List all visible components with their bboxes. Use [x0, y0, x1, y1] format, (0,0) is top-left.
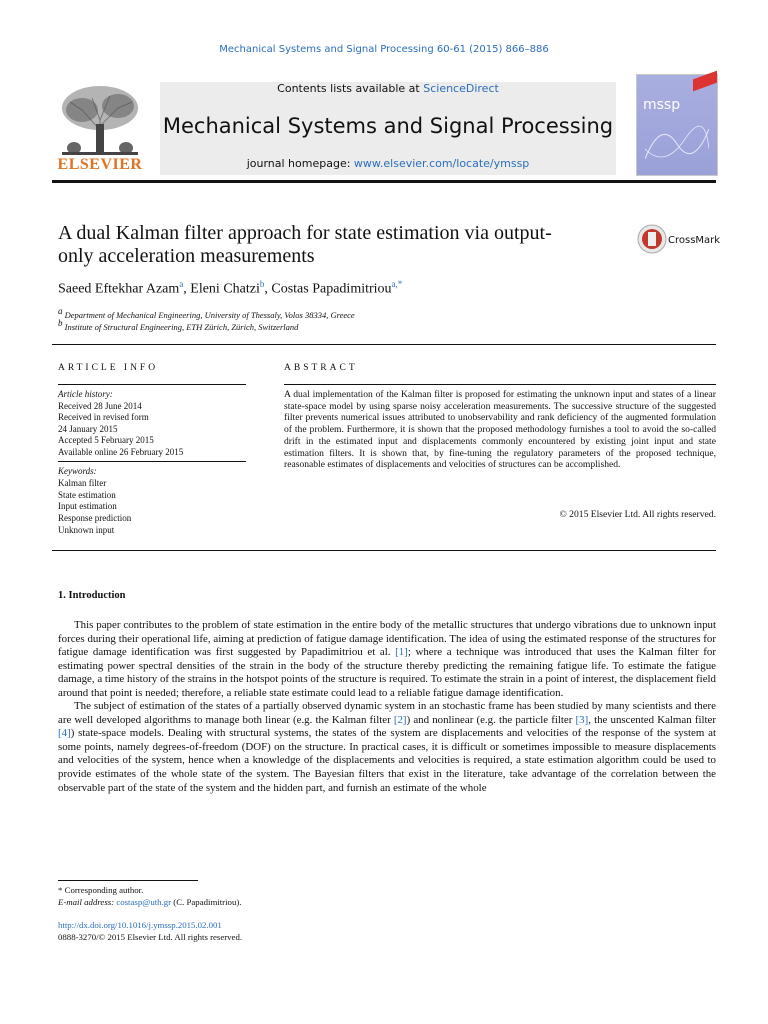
keywords-label: Keywords:: [58, 466, 97, 476]
email-suffix: (C. Papadimitriou).: [171, 897, 242, 907]
cover-badge: [693, 71, 717, 92]
section-rule: [52, 344, 716, 345]
contents-prefix: Contents lists available at: [277, 82, 424, 95]
paragraph-text: This paper contributes to the problem of state estimation in the entire body of the metallic structures that undergo vibrations due to unknown input forces during their operational life, aiming at prediction of fatigue damage identification. The idea of using the estimated response of the structures for fatigue damage identification was first suggested by Papadimitriou et al.: [58, 619, 716, 659]
journal-reference-link[interactable]: Mechanical Systems and Signal Processing 60-61 (2015) 866–886: [219, 44, 549, 55]
doi-link[interactable]: http://dx.doi.org/10.1016/j.ymssp.2015.02.001: [58, 920, 222, 930]
journal-title: Mechanical Systems and Signal Processing: [162, 114, 614, 138]
elsevier-wordmark: ELSEVIER: [57, 156, 143, 173]
contents-line: [160, 82, 616, 95]
paragraph-text: , the unscented Kalman filter: [588, 713, 716, 726]
keyword-item: State estimation: [58, 489, 116, 500]
cover-title: mssp: [643, 97, 681, 113]
abstract-bottom-rule: [52, 550, 716, 551]
citation-link[interactable]: [1]: [395, 646, 408, 659]
abstract-copyright: © 2015 Elsevier Ltd. All rights reserved.: [559, 509, 716, 520]
abstract-text: A dual implementation of the Kalman filter is proposed for estimating the unknown input and states of a linear state-space model by using sparse noisy acceleration measurements. The successive structure of the suggested filter prevents numerical issues attributed to unobservability and rank deficiency of the augmented formulation of the problem. Furthermore, it is shown that the proposed methodology furnishes a tool to avoid the so-called drift in the estimated input and displacements commonly encountered by existing joint input and state estimation filters. It is shown that, by fine-tuning the regulatory parameters of the proposed technique, reasonable estimates of displacements and velocities of structures can be accomplished.: [284, 389, 716, 471]
header-rule: [52, 180, 716, 183]
affiliation-text: Department of Mechanical Engineering, University of Thessaly, Volos 38334, Greece: [64, 309, 355, 320]
keywords-list: [58, 466, 246, 537]
history-item: Received in revised form: [58, 412, 149, 422]
footnotes: [58, 884, 241, 908]
paragraph-text: ; where a technique was introduced that uses the Kalman filter for estimating power spectral densities of the strain in the body of the structure thereby predicting the remaining fatigue life. To estimate the fatigue damage, a time history of the strains in the hotspot points of the structure is required. To estimate the strain in a point of interest, the displacement field around that point is needed; therefore, a reliable state estimate could lead to a reliable fatigue damage identification.: [58, 646, 716, 699]
citation-link[interactable]: [3]: [575, 713, 589, 726]
journal-homepage: [160, 157, 616, 170]
affiliation-mark: a: [58, 306, 63, 316]
citation-link[interactable]: [2]: [393, 713, 407, 726]
keyword-item: Unknown input: [58, 524, 115, 535]
homepage-link[interactable]: www.elsevier.com/locate/ymssp: [353, 157, 530, 170]
crossmark-label[interactable]: CrossMark: [668, 235, 721, 246]
article-info-rule: [58, 384, 246, 385]
history-item: Available online 26 February 2015: [58, 446, 184, 457]
author-affiliation-mark[interactable]: a,*: [391, 279, 403, 289]
body-paragraph: [58, 700, 716, 795]
affiliation-text: Institute of Structural Engineering, ETH Zürich, Zürich, Switzerland: [64, 321, 299, 332]
author-affiliation-mark[interactable]: b: [259, 279, 265, 289]
keyword-item: Input estimation: [58, 501, 117, 512]
affiliation-mark: b: [58, 318, 63, 328]
issn-copyright: 0888-3270/© 2015 Elsevier Ltd. All rights reserved.: [58, 932, 243, 942]
article-info-heading: ARTICLE INFO: [58, 363, 159, 373]
paragraph-text: ) and nonlinear (e.g. the particle filter: [406, 713, 576, 726]
cover-wave-icon: [645, 119, 709, 169]
paragraph-text: ) state-space models. Dealing with structural systems, the states of the system are displacements and velocities of the response of the system at some points, namely degrees-of-freedom (DOF) on the structure. In practical cases, it is difficult or sometimes impossible to measure displacements and velocities of the system, hence when a knowledge of the displacements and velocities is required, a state estimation algorithm could be used to provide estimates of the whole state of the system. The Bayesian filters that exist in the literature, take advantage of the correlation between the observable part of the state of the system and the hidden part, and furnish an estimate of the whole: [58, 727, 716, 794]
abstract-rule: [284, 384, 716, 385]
abstract-heading: ABSTRACT: [284, 363, 358, 373]
keyword-item: Kalman filter: [58, 477, 107, 488]
author-name: Saeed Eftekhar Azam: [58, 281, 180, 297]
footnote-rule: [58, 880, 198, 881]
history-item: Received 28 June 2014: [58, 400, 142, 411]
email-link[interactable]: costasp@uth.gr: [116, 897, 172, 907]
corresponding-author-note: * Corresponding author.: [58, 885, 144, 895]
sciencedirect-link[interactable]: ScienceDirect: [423, 82, 499, 95]
author-list: Saeed Eftekhar Azam$^a$, Eleni Chatzi$^b$, Costas Papadimitriou$^{a,*}$: [58, 279, 403, 297]
email-line: [58, 896, 241, 908]
keyword-item: Response prediction: [58, 513, 132, 524]
author-name: Costas Papadimitriou: [271, 281, 392, 297]
email-label: E-mail address:: [58, 897, 117, 907]
history-item: 24 January 2015: [58, 423, 118, 434]
history-item: Accepted 5 February 2015: [58, 435, 154, 445]
author-affiliation-mark[interactable]: a: [179, 279, 184, 289]
author-name: Eleni Chatzi: [190, 281, 260, 297]
affiliation-b: [58, 318, 298, 332]
introduction-body: [58, 619, 716, 795]
journal-cover-thumbnail[interactable]: [636, 74, 718, 176]
paragraph-text: The subject of estimation of the states of a partially observed dynamic system in an stochastic frame has been studied by many scientists and there are well developed algorithms to manage both linear (e.g. the Kalman filter: [58, 700, 716, 726]
homepage-prefix: journal homepage:: [246, 157, 354, 170]
history-label: Article history:: [58, 389, 113, 399]
keywords-rule: [58, 461, 246, 462]
section-heading-introduction: 1. Introduction: [58, 590, 126, 601]
paper-title: A dual Kalman filter approach for state estimation via output-only acceleration measurements: [58, 222, 552, 267]
citation-link[interactable]: [4]: [58, 727, 71, 740]
article-history: [58, 389, 246, 458]
body-paragraph: [58, 619, 716, 700]
